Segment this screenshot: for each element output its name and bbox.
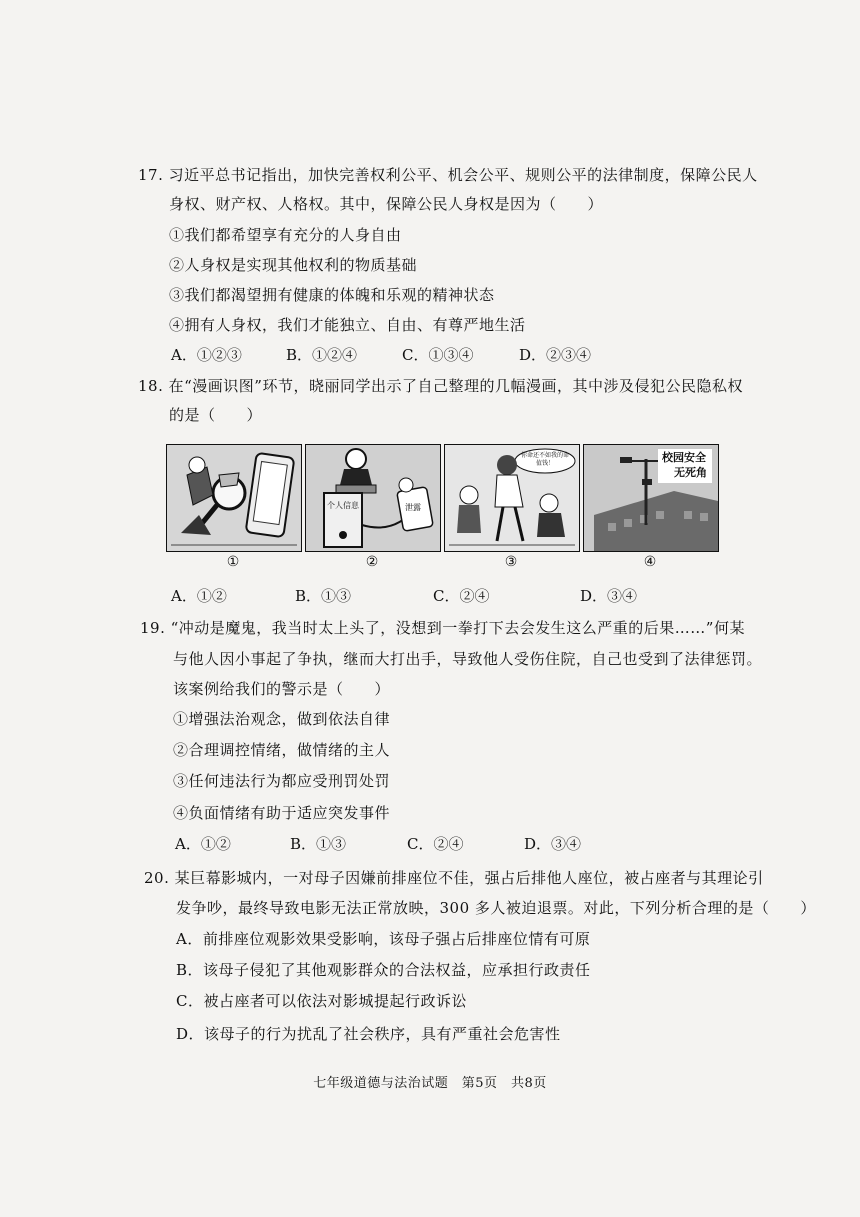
comic-strip <box>166 444 721 574</box>
q18-option-d[interactable]: D．③④ <box>580 587 638 605</box>
q17-option-b[interactable]: B．①②④ <box>286 346 358 364</box>
q17-line-2: 身权、财产权、人格权。其中，保障公民人身权是因为（ ） <box>169 195 604 213</box>
comic-number-4: ④ <box>643 554 657 570</box>
q17-line-1: 17. 习近平总书记指出，加快完善权利公平、机会公平、规则公平的法律制度，保障公民人 <box>138 166 758 184</box>
q19-statement-1: ①增强法治观念，做到依法自律 <box>173 710 391 728</box>
q20-option-d[interactable]: D．该母子的行为扰乱了社会秩序，具有严重社会危害性 <box>176 1025 561 1043</box>
q18-line-1: 18. 在“漫画识图”环节，晓丽同学出示了自己整理的几幅漫画，其中涉及侵犯公民隐私权 <box>138 377 743 395</box>
q17-statement-2: ②人身权是实现其他权利的物质基础 <box>169 256 418 274</box>
comic-number-1: ① <box>226 554 240 570</box>
q20-line-1: 20. 某巨幕影城内，一对母子因嫌前排座位不佳，强占后排他人座位，被占座者与其理论引 <box>144 869 764 887</box>
comic-panel-4 <box>583 444 719 552</box>
comic-2-label-2: 泄露 <box>405 503 421 512</box>
comic-2-illustration <box>306 445 440 551</box>
comic-panel-2 <box>305 444 441 552</box>
comic-panel-3 <box>444 444 580 552</box>
page-footer: 七年级道德与法治试题 第5页 共8页 <box>313 1076 547 1091</box>
q20-option-b[interactable]: B．该母子侵犯了其他观影群众的合法权益，应承担行政责任 <box>176 961 591 979</box>
q19-line-3: 该案例给我们的警示是（ ） <box>173 680 391 698</box>
comic-3-speech-bubble: 你命还不如我的命值钱！ <box>521 452 570 467</box>
q18-option-c[interactable]: C．②④ <box>433 587 490 605</box>
q19-option-d[interactable]: D．③④ <box>524 835 582 853</box>
q20-option-a[interactable]: A．前排座位观影效果受影响，该母子强占后排座位情有可原 <box>176 930 591 948</box>
q17-option-d[interactable]: D．②③④ <box>519 346 592 364</box>
comic-4-sign-line-2: 无死角 <box>674 466 707 479</box>
q19-statement-3: ③任何违法行为都应受刑罚处罚 <box>173 772 391 790</box>
q19-line-2: 与他人因小事起了争执，继而大打出手，导致他人受伤住院，自己也受到了法律惩罚。 <box>173 650 763 668</box>
q18-line-2: 的是（ ） <box>169 406 263 424</box>
q19-statement-4: ④负面情绪有助于适应突发事件 <box>173 804 391 822</box>
comic-4-sign-line-1: 校园安全 <box>662 451 706 464</box>
q17-statement-3: ③我们都渴望拥有健康的体魄和乐观的精神状态 <box>169 286 495 304</box>
q17-statement-4: ④拥有人身权，我们才能独立、自由、有尊严地生活 <box>169 316 526 334</box>
comic-number-3: ③ <box>504 554 518 570</box>
comic-2-label: 个人信息 <box>327 501 359 510</box>
q17-statement-1: ①我们都希望享有充分的人身自由 <box>169 226 402 244</box>
q19-line-1: 19. “冲动是魔鬼，我当时太上头了，没想到一拳打下去会发生这么严重的后果……”何某 <box>140 619 745 637</box>
q17-option-c[interactable]: C．①③④ <box>402 346 474 364</box>
q19-option-c[interactable]: C．②④ <box>407 835 464 853</box>
q19-option-a[interactable]: A．①② <box>175 835 231 853</box>
q18-option-a[interactable]: A．①② <box>171 587 227 605</box>
comic-number-2: ② <box>365 554 379 570</box>
q19-option-b[interactable]: B．①③ <box>290 835 347 853</box>
comic-panel-1 <box>166 444 302 552</box>
q20-option-c[interactable]: C．被占座者可以依法对影城提起行政诉讼 <box>176 992 467 1010</box>
q18-option-b[interactable]: B．①③ <box>295 587 352 605</box>
comic-1-illustration <box>167 445 301 551</box>
q20-line-2: 发争吵，最终导致电影无法正常放映，300 多人被迫退票。对此，下列分析合理的是（ ） <box>176 899 816 917</box>
q19-statement-2: ②合理调控情绪，做情绪的主人 <box>173 741 391 759</box>
q17-option-a[interactable]: A．①②③ <box>171 346 242 364</box>
